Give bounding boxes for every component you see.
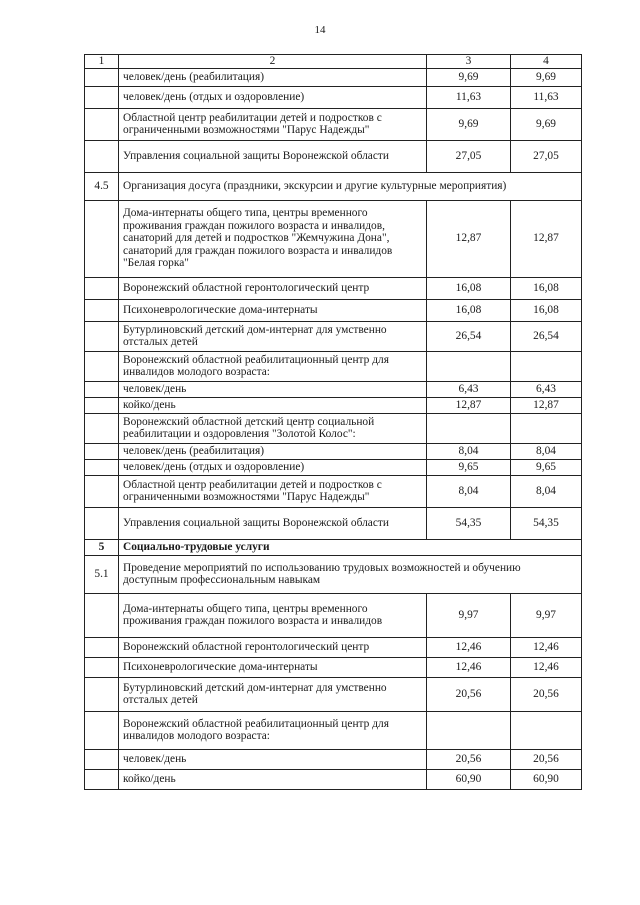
tariff-value-col3: 20,56 bbox=[427, 677, 511, 711]
row-number bbox=[85, 413, 119, 443]
table-header-row bbox=[85, 55, 582, 69]
row-number bbox=[85, 321, 119, 351]
row-description: Психоневрологические дома-интернаты bbox=[119, 299, 427, 321]
row-description: человек/день bbox=[119, 749, 427, 769]
tariff-value-col3 bbox=[427, 711, 511, 749]
tariff-value-col4 bbox=[511, 711, 582, 749]
column-header-3: 3 bbox=[427, 55, 511, 69]
table-row bbox=[85, 68, 582, 86]
row-number bbox=[85, 593, 119, 637]
table-row bbox=[85, 443, 582, 459]
tariff-value-col4 bbox=[511, 413, 582, 443]
table-row bbox=[85, 593, 582, 637]
tariff-value-col4: 9,69 bbox=[511, 68, 582, 86]
tariff-value-col4: 6,43 bbox=[511, 381, 582, 397]
row-number bbox=[85, 637, 119, 657]
row-number bbox=[85, 475, 119, 507]
section-title: Проведение мероприятий по использованию трудовых возможностей и обучению доступным профессиональным навыкам bbox=[119, 555, 582, 593]
table-row bbox=[85, 769, 582, 789]
tariff-value-col4: 27,05 bbox=[511, 140, 582, 172]
column-header-2: 2 bbox=[119, 55, 427, 69]
tariff-value-col4: 26,54 bbox=[511, 321, 582, 351]
tariff-value-col4: 12,87 bbox=[511, 397, 582, 413]
tariff-value-col3 bbox=[427, 413, 511, 443]
row-description: Воронежский областной реабилитационный центр для инвалидов молодого возраста: bbox=[119, 351, 427, 381]
row-number bbox=[85, 443, 119, 459]
tariff-value-col4: 9,97 bbox=[511, 593, 582, 637]
table-row bbox=[85, 200, 582, 277]
tariff-value-col4: 60,90 bbox=[511, 769, 582, 789]
row-number bbox=[85, 749, 119, 769]
row-number: 5.1 bbox=[85, 555, 119, 593]
row-number bbox=[85, 299, 119, 321]
tariff-value-col3: 54,35 bbox=[427, 507, 511, 539]
row-number: 5 bbox=[85, 539, 119, 555]
row-number bbox=[85, 277, 119, 299]
row-description: Воронежский областной реабилитационный центр для инвалидов молодого возраста: bbox=[119, 711, 427, 749]
tariff-value-col4: 11,63 bbox=[511, 86, 582, 108]
tariff-value-col3: 26,54 bbox=[427, 321, 511, 351]
table-row bbox=[85, 677, 582, 711]
row-description: койко/день bbox=[119, 769, 427, 789]
table-row bbox=[85, 351, 582, 381]
tariff-value-col3: 12,46 bbox=[427, 657, 511, 677]
tariff-value-col3: 8,04 bbox=[427, 475, 511, 507]
row-number bbox=[85, 711, 119, 749]
row-description: Психоневрологические дома-интернаты bbox=[119, 657, 427, 677]
column-header-4: 4 bbox=[511, 55, 582, 69]
row-number bbox=[85, 769, 119, 789]
row-number bbox=[85, 68, 119, 86]
table-row bbox=[85, 475, 582, 507]
tariff-value-col4: 20,56 bbox=[511, 749, 582, 769]
tariff-value-col4: 12,46 bbox=[511, 637, 582, 657]
table-row bbox=[85, 657, 582, 677]
row-number bbox=[85, 140, 119, 172]
table-row bbox=[85, 397, 582, 413]
table-row bbox=[85, 413, 582, 443]
table-row bbox=[85, 637, 582, 657]
row-number bbox=[85, 677, 119, 711]
row-number bbox=[85, 351, 119, 381]
tariff-value-col4: 16,08 bbox=[511, 277, 582, 299]
tariff-value-col3: 8,04 bbox=[427, 443, 511, 459]
row-description: Управления социальной защиты Воронежской области bbox=[119, 507, 427, 539]
row-description: человек/день (отдых и оздоровление) bbox=[119, 86, 427, 108]
tariff-value-col3: 16,08 bbox=[427, 299, 511, 321]
tariff-value-col3: 60,90 bbox=[427, 769, 511, 789]
row-number: 4.5 bbox=[85, 172, 119, 200]
column-header-1: 1 bbox=[85, 55, 119, 69]
tariff-value-col4: 8,04 bbox=[511, 443, 582, 459]
row-description: человек/день (отдых и оздоровление) bbox=[119, 459, 427, 475]
row-number bbox=[85, 381, 119, 397]
row-description: человек/день (реабилитация) bbox=[119, 443, 427, 459]
row-number bbox=[85, 657, 119, 677]
row-number bbox=[85, 397, 119, 413]
tariff-value-col3: 9,97 bbox=[427, 593, 511, 637]
row-description: Дома-интернаты общего типа, центры временного проживания граждан пожилого возраста и инвалидов, санаторий для детей и подростков "Жемчужина Дона", санаторий для граждан пожилого возраста и инвалидов "Белая горка" bbox=[119, 200, 427, 277]
tariff-value-col4 bbox=[511, 351, 582, 381]
tariff-value-col3: 12,87 bbox=[427, 200, 511, 277]
row-number bbox=[85, 507, 119, 539]
tariff-table bbox=[84, 54, 582, 790]
section-title: Социально-трудовые услуги bbox=[119, 539, 582, 555]
tariff-value-col4: 12,87 bbox=[511, 200, 582, 277]
table-row bbox=[85, 321, 582, 351]
tariff-value-col3: 9,69 bbox=[427, 108, 511, 140]
table-row bbox=[85, 539, 582, 555]
row-number bbox=[85, 459, 119, 475]
row-number bbox=[85, 200, 119, 277]
row-number bbox=[85, 108, 119, 140]
row-description: Воронежский областной детский центр социальной реабилитации и оздоровления "Золотой Колос": bbox=[119, 413, 427, 443]
row-description: Областной центр реабилитации детей и подростков с ограниченными возможностями "Парус Надежды" bbox=[119, 475, 427, 507]
page-number: 14 bbox=[314, 24, 326, 36]
tariff-value-col4: 16,08 bbox=[511, 299, 582, 321]
row-description: Дома-интернаты общего типа, центры временного проживания граждан пожилого возраста и инвалидов bbox=[119, 593, 427, 637]
table-row bbox=[85, 277, 582, 299]
row-description: Воронежский областной геронтологический центр bbox=[119, 277, 427, 299]
table-row bbox=[85, 108, 582, 140]
table-row bbox=[85, 299, 582, 321]
tariff-value-col3: 27,05 bbox=[427, 140, 511, 172]
table-row bbox=[85, 711, 582, 749]
tariff-value-col3: 12,46 bbox=[427, 637, 511, 657]
tariff-value-col3: 20,56 bbox=[427, 749, 511, 769]
table-row bbox=[85, 555, 582, 593]
tariff-value-col3: 9,69 bbox=[427, 68, 511, 86]
tariff-value-col4: 9,65 bbox=[511, 459, 582, 475]
row-description: Областной центр реабилитации детей и подростков с ограниченными возможностями "Парус Надежды" bbox=[119, 108, 427, 140]
table-row bbox=[85, 140, 582, 172]
table-row bbox=[85, 172, 582, 200]
table-row bbox=[85, 459, 582, 475]
row-description: койко/день bbox=[119, 397, 427, 413]
tariff-value-col4: 54,35 bbox=[511, 507, 582, 539]
tariff-value-col3: 11,63 bbox=[427, 86, 511, 108]
tariff-value-col4: 12,46 bbox=[511, 657, 582, 677]
row-description: Бутурлиновский детский дом-интернат для умственно отсталых детей bbox=[119, 321, 427, 351]
section-title: Организация досуга (праздники, экскурсии и другие культурные мероприятия) bbox=[119, 172, 582, 200]
row-description: Бутурлиновский детский дом-интернат для умственно отсталых детей bbox=[119, 677, 427, 711]
table-row bbox=[85, 86, 582, 108]
row-number bbox=[85, 86, 119, 108]
row-description: человек/день (реабилитация) bbox=[119, 68, 427, 86]
tariff-value-col3: 6,43 bbox=[427, 381, 511, 397]
table-row bbox=[85, 507, 582, 539]
tariff-value-col3 bbox=[427, 351, 511, 381]
table-row bbox=[85, 381, 582, 397]
tariff-value-col3: 9,65 bbox=[427, 459, 511, 475]
row-description: Воронежский областной геронтологический центр bbox=[119, 637, 427, 657]
table-row bbox=[85, 749, 582, 769]
row-description: человек/день bbox=[119, 381, 427, 397]
tariff-value-col4: 8,04 bbox=[511, 475, 582, 507]
tariff-value-col3: 12,87 bbox=[427, 397, 511, 413]
row-description: Управления социальной защиты Воронежской области bbox=[119, 140, 427, 172]
tariff-value-col3: 16,08 bbox=[427, 277, 511, 299]
tariff-value-col4: 9,69 bbox=[511, 108, 582, 140]
tariff-value-col4: 20,56 bbox=[511, 677, 582, 711]
